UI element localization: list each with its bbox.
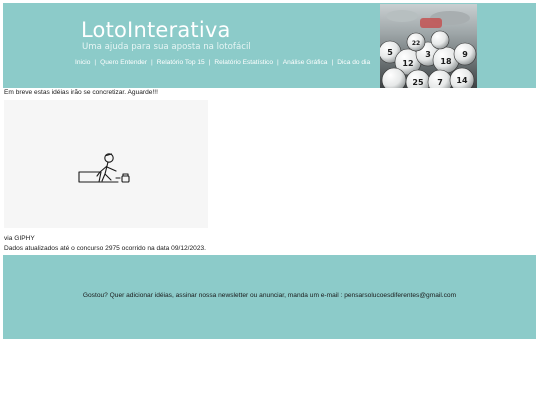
stick-figure-working-icon bbox=[4, 100, 208, 228]
giphy-link[interactable]: GIPHY bbox=[14, 235, 35, 242]
nav-separator: | bbox=[151, 59, 153, 66]
footer-contact-text: Gostou? Quer adicionar idéias, assinar nossa newsletter ou anunciar, manda um e-mail : pensarsolucoesdiferentes@gmail.com bbox=[82, 292, 457, 299]
nav-separator: | bbox=[331, 59, 334, 66]
nav-separator: | bbox=[94, 59, 97, 66]
lottery-balls-image bbox=[380, 4, 477, 88]
svg-text:25: 25 bbox=[412, 78, 424, 87]
nav-item-quero-entender[interactable]: Quero Entender bbox=[100, 59, 148, 66]
nav-item-analise-grafica[interactable]: Análise Gráfica bbox=[282, 59, 328, 66]
nav-separator: | bbox=[208, 59, 211, 66]
svg-text:18: 18 bbox=[440, 57, 452, 66]
svg-text:3: 3 bbox=[425, 50, 431, 59]
nav-item-inicio[interactable]: Inicio bbox=[75, 59, 91, 66]
svg-text:12: 12 bbox=[402, 59, 414, 68]
main-nav bbox=[75, 57, 371, 68]
lottery-balls-icon bbox=[380, 4, 477, 88]
site-footer bbox=[3, 255, 536, 339]
site-tagline: Uma ajuda para sua aposta na lotofácil bbox=[82, 42, 251, 52]
svg-text:5: 5 bbox=[387, 48, 393, 57]
nav-item-dica-do-dia[interactable]: Dica do dia bbox=[337, 59, 371, 66]
svg-text:14: 14 bbox=[456, 76, 468, 85]
giphy-animation bbox=[4, 100, 208, 228]
via-prefix: via bbox=[4, 235, 15, 242]
svg-text:22: 22 bbox=[411, 40, 421, 47]
svg-text:7: 7 bbox=[437, 78, 443, 87]
intro-text: Em breve estas idéias irão se concretizar. Aguarde!!! bbox=[4, 89, 158, 96]
data-updated-text: Dados atualizados até o concurso 2975 ocorrido na data 09/12/2023. bbox=[4, 245, 206, 252]
svg-text:9: 9 bbox=[462, 50, 468, 59]
nav-separator: | bbox=[277, 59, 279, 66]
site-title[interactable]: LotoInterativa bbox=[81, 18, 231, 42]
nav-item-relatorio-estatistico[interactable]: Relatório Estatístico bbox=[214, 59, 274, 66]
via-giphy-credit bbox=[4, 235, 35, 242]
nav-item-relatorio-top-15[interactable]: Relatório Top 15 bbox=[156, 59, 205, 66]
